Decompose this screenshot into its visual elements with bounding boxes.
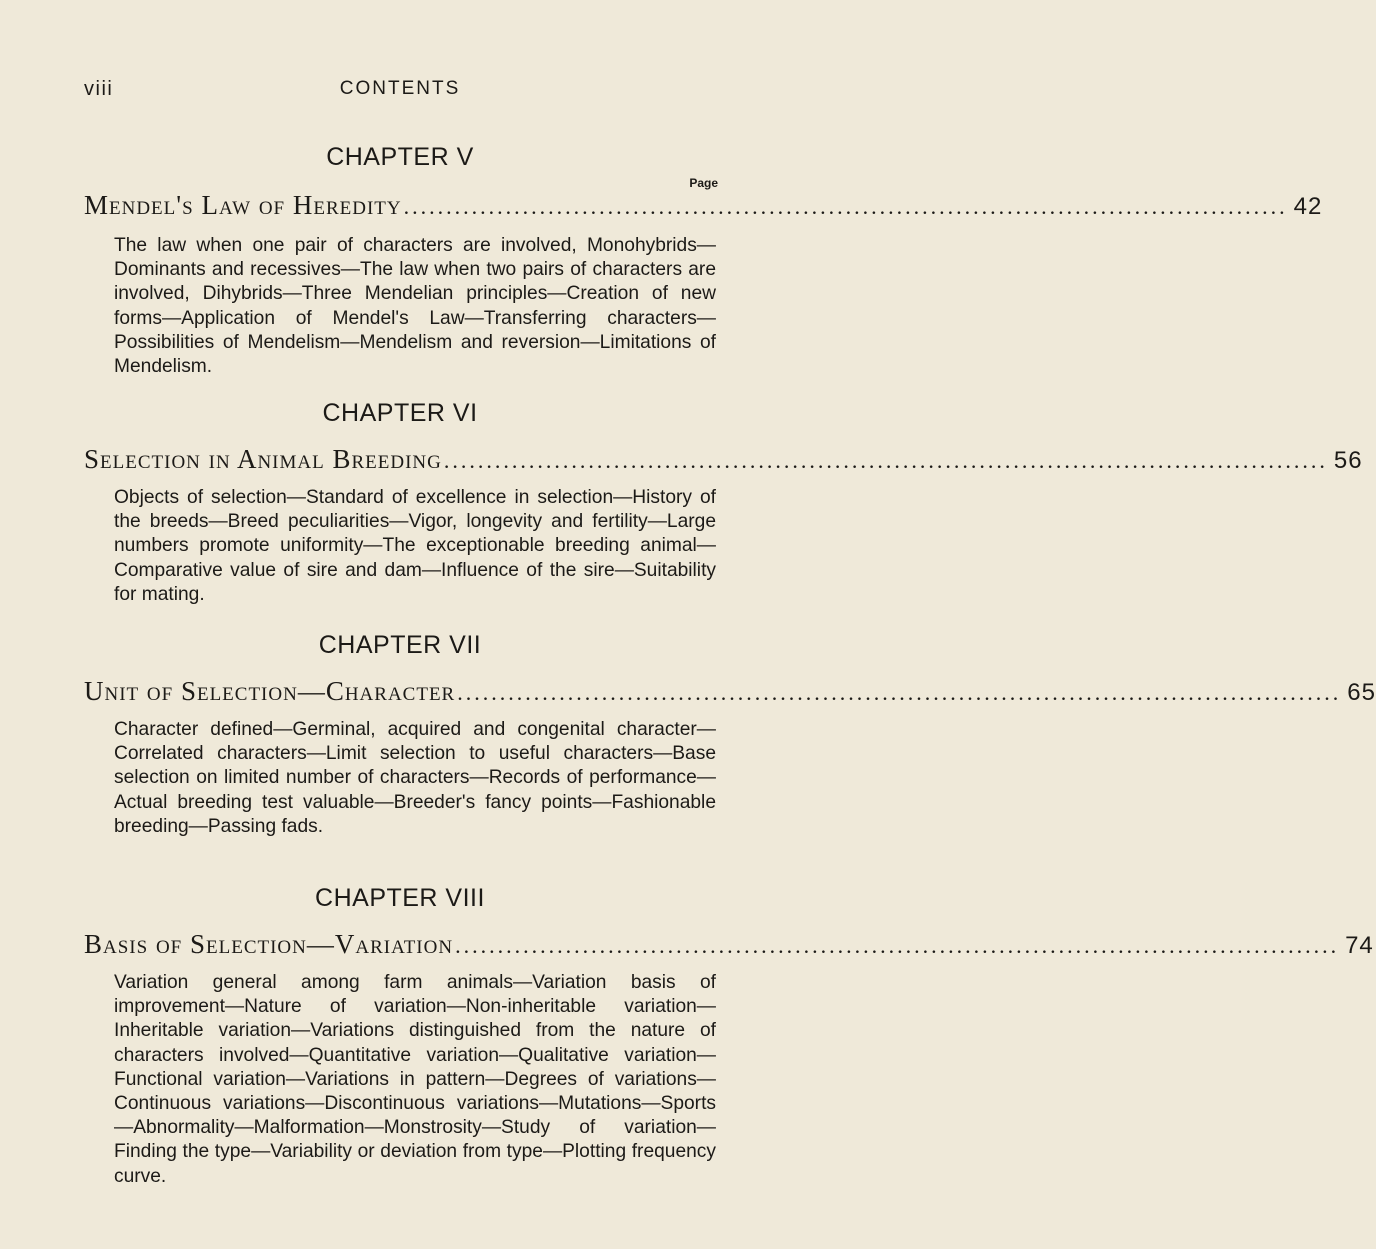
chapter-summary: Variation general among farm animals—Variation basis of improvement—Nature of variation—Non-inheritable variation—Inheritable variation—Variations distinguished from the nature of characters involved—Quantitative variation—Qualitative variation—Functional variation—Variations in pattern—Degrees of variations—Continuous variations—Discontinuous variations—Mutations—Sports—Abnormality—Malformation—Monstrosity—Study of variation—Finding the type—Variability or deviation from type—Plotting frequency curve.: [114, 972, 716, 1187]
chapter-title-row: [84, 442, 1363, 476]
dot-leader: ........................................................................................................: [443, 448, 1328, 473]
chapter-label: CHAPTER VI: [322, 399, 478, 427]
chapter-title-row: [84, 927, 1374, 961]
chapter-page-number: 65: [1347, 679, 1376, 706]
chapter-summary: Character defined—Germinal, acquired and congenital character—Correlated characters—Limit selection to useful characters—Base selection on limited number of characters—Records of performance—Actual breeding test valuable—Breeder's fancy points—Fashionable breeding—Passing fads.: [114, 719, 716, 837]
page-column-label: Page: [689, 176, 718, 190]
running-head-title: CONTENTS: [339, 78, 461, 99]
chapter-page-number: 74: [1345, 932, 1374, 959]
dot-leader: ........................................................................................................: [457, 680, 1342, 705]
dot-leader: ........................................................................................................: [455, 933, 1340, 958]
chapter-summary: Objects of selection—Standard of excellence in selection—History of the breeds—Breed peculiarities—Vigor, longevity and fertility—Large numbers promote uniformity—The exceptionable breeding animal—Comparative value of sire and dam—Influence of the sire—Suitability for mating.: [114, 487, 716, 605]
chapter-viii: [84, 883, 1374, 1189]
chapter-vii: [84, 630, 1376, 839]
chapter-page-number: 56: [1333, 447, 1363, 474]
chapter-label: CHAPTER VII: [318, 631, 482, 659]
chapter-vi: [84, 398, 1363, 607]
chapter-page-number: 42: [1293, 193, 1323, 220]
chapter-title-row: [84, 188, 1323, 222]
chapter-summary: The law when one pair of characters are involved, Monohybrids—Dominants and recessives—The law when two pairs of characters are involved, Dihybrids—Three Mendelian principles—Creation of new forms—Application of Mendel's Law—Transferring characters—Possibilities of Mendelism—Mendelism and reversion—Limitations of Mendelism.: [114, 235, 716, 378]
chapter-label: CHAPTER V: [326, 143, 474, 171]
dot-leader: ........................................................................................................: [403, 194, 1288, 219]
chapter-title-row: [84, 674, 1376, 708]
chapter-title: Unit of Selection—Character: [84, 676, 456, 706]
running-head: [84, 66, 716, 102]
chapter-title: Mendel's Law of Heredity: [84, 190, 402, 220]
chapter-title: Basis of Selection—Variation: [84, 929, 454, 959]
chapter-label: CHAPTER VIII: [315, 884, 485, 912]
page-number: viii: [84, 78, 114, 100]
chapter-title: Selection in Animal Breeding: [84, 444, 442, 474]
chapter-v: [84, 142, 1323, 379]
